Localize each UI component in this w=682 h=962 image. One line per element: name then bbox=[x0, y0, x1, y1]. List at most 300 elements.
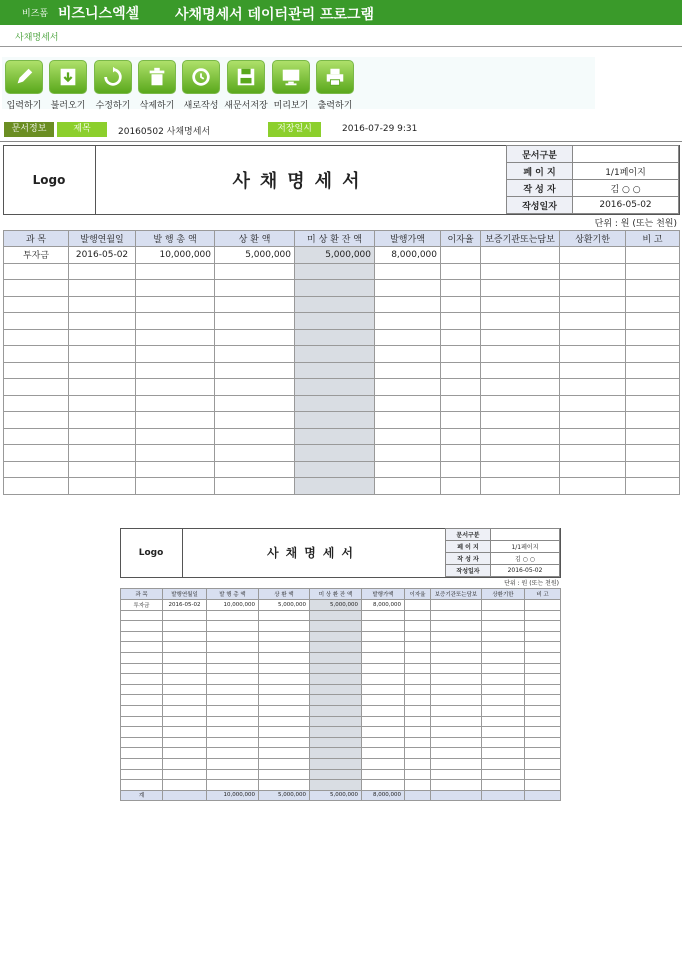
table-cell[interactable] bbox=[626, 263, 680, 280]
table-cell[interactable] bbox=[121, 769, 163, 780]
table-cell[interactable] bbox=[431, 631, 482, 642]
table-cell[interactable] bbox=[215, 263, 295, 280]
table-cell[interactable] bbox=[431, 621, 482, 632]
table-cell[interactable] bbox=[405, 610, 431, 621]
table-cell[interactable] bbox=[69, 379, 136, 396]
table-cell[interactable] bbox=[441, 379, 481, 396]
table-cell[interactable] bbox=[69, 280, 136, 297]
table-cell[interactable] bbox=[121, 748, 163, 759]
table-cell[interactable] bbox=[482, 610, 525, 621]
table-cell[interactable] bbox=[375, 445, 441, 462]
table-cell[interactable] bbox=[215, 313, 295, 330]
table-cell[interactable] bbox=[259, 716, 310, 727]
table-cell[interactable] bbox=[525, 652, 561, 663]
table-cell[interactable]: 10,000,000 bbox=[207, 600, 259, 611]
table-cell[interactable] bbox=[295, 478, 375, 495]
table-cell[interactable] bbox=[259, 674, 310, 685]
table-cell[interactable] bbox=[310, 716, 362, 727]
table-cell[interactable] bbox=[163, 621, 207, 632]
table-cell[interactable] bbox=[163, 663, 207, 674]
table-cell[interactable] bbox=[4, 395, 69, 412]
table-cell[interactable] bbox=[215, 280, 295, 297]
table-cell[interactable] bbox=[310, 705, 362, 716]
table-cell[interactable] bbox=[207, 674, 259, 685]
table-cell[interactable] bbox=[4, 263, 69, 280]
table-cell[interactable] bbox=[481, 296, 560, 313]
table-cell[interactable] bbox=[163, 610, 207, 621]
table-cell[interactable] bbox=[4, 379, 69, 396]
table-cell[interactable] bbox=[626, 445, 680, 462]
table-cell[interactable] bbox=[362, 705, 405, 716]
table-cell[interactable] bbox=[481, 329, 560, 346]
table-cell[interactable] bbox=[626, 478, 680, 495]
table-cell[interactable] bbox=[215, 445, 295, 462]
table-cell[interactable] bbox=[431, 652, 482, 663]
table-cell[interactable] bbox=[163, 642, 207, 653]
table-cell[interactable] bbox=[69, 263, 136, 280]
table-cell[interactable] bbox=[4, 313, 69, 330]
table-cell[interactable] bbox=[431, 716, 482, 727]
table-cell[interactable] bbox=[431, 600, 482, 611]
table-cell[interactable] bbox=[441, 329, 481, 346]
table-cell[interactable] bbox=[310, 737, 362, 748]
table-cell[interactable] bbox=[441, 313, 481, 330]
table-cell[interactable] bbox=[295, 280, 375, 297]
table-cell[interactable] bbox=[405, 727, 431, 738]
table-cell[interactable] bbox=[295, 412, 375, 429]
table-cell[interactable] bbox=[441, 461, 481, 478]
table-cell[interactable] bbox=[405, 652, 431, 663]
table-cell[interactable] bbox=[207, 705, 259, 716]
table-cell[interactable] bbox=[163, 780, 207, 791]
table-cell[interactable] bbox=[481, 280, 560, 297]
table-cell[interactable] bbox=[481, 346, 560, 363]
table-cell[interactable] bbox=[69, 362, 136, 379]
table-cell[interactable] bbox=[375, 329, 441, 346]
table-cell[interactable] bbox=[626, 296, 680, 313]
table-cell[interactable] bbox=[4, 280, 69, 297]
table-cell[interactable] bbox=[481, 263, 560, 280]
table-cell[interactable] bbox=[136, 379, 215, 396]
table-cell[interactable] bbox=[4, 412, 69, 429]
table-cell[interactable] bbox=[375, 346, 441, 363]
table-cell[interactable] bbox=[69, 313, 136, 330]
table-cell[interactable] bbox=[362, 727, 405, 738]
table-cell[interactable] bbox=[215, 296, 295, 313]
table-cell[interactable] bbox=[163, 727, 207, 738]
table-cell[interactable] bbox=[136, 412, 215, 429]
table-cell[interactable] bbox=[259, 758, 310, 769]
table-cell[interactable] bbox=[362, 758, 405, 769]
table-cell[interactable] bbox=[560, 412, 626, 429]
table-cell[interactable] bbox=[207, 716, 259, 727]
table-cell[interactable] bbox=[405, 600, 431, 611]
table-cell[interactable] bbox=[4, 362, 69, 379]
table-cell[interactable] bbox=[405, 780, 431, 791]
table-cell[interactable]: 5,000,000 bbox=[295, 247, 375, 264]
table-cell[interactable] bbox=[207, 663, 259, 674]
table-cell[interactable] bbox=[375, 296, 441, 313]
table-cell[interactable] bbox=[259, 610, 310, 621]
table-cell[interactable] bbox=[121, 758, 163, 769]
table-cell[interactable] bbox=[441, 395, 481, 412]
table-cell[interactable] bbox=[482, 642, 525, 653]
table-cell[interactable] bbox=[482, 695, 525, 706]
table-cell[interactable] bbox=[626, 362, 680, 379]
table-cell[interactable] bbox=[362, 737, 405, 748]
table-cell[interactable]: 5,000,000 bbox=[259, 600, 310, 611]
table-cell[interactable] bbox=[441, 428, 481, 445]
table-cell[interactable] bbox=[362, 621, 405, 632]
table-cell[interactable] bbox=[207, 769, 259, 780]
new-button[interactable] bbox=[179, 60, 223, 111]
table-cell[interactable] bbox=[259, 663, 310, 674]
table-cell[interactable] bbox=[163, 758, 207, 769]
input-button[interactable] bbox=[2, 60, 46, 111]
table-cell[interactable] bbox=[482, 663, 525, 674]
table-cell[interactable] bbox=[259, 769, 310, 780]
table-cell[interactable]: 2016-05-02 bbox=[163, 600, 207, 611]
table-cell[interactable] bbox=[136, 280, 215, 297]
table-cell[interactable] bbox=[207, 642, 259, 653]
table-cell[interactable] bbox=[482, 705, 525, 716]
table-cell[interactable] bbox=[525, 737, 561, 748]
table-cell[interactable] bbox=[482, 631, 525, 642]
table-cell[interactable] bbox=[69, 428, 136, 445]
table-cell[interactable] bbox=[163, 705, 207, 716]
table-cell[interactable] bbox=[259, 684, 310, 695]
table-cell[interactable] bbox=[259, 631, 310, 642]
table-cell[interactable] bbox=[295, 395, 375, 412]
table-cell[interactable] bbox=[136, 313, 215, 330]
table-cell[interactable] bbox=[525, 610, 561, 621]
table-cell[interactable] bbox=[481, 395, 560, 412]
table-cell[interactable] bbox=[482, 737, 525, 748]
table-cell[interactable] bbox=[295, 461, 375, 478]
table-cell[interactable] bbox=[207, 684, 259, 695]
table-cell[interactable] bbox=[163, 716, 207, 727]
table-cell[interactable] bbox=[441, 478, 481, 495]
table-cell[interactable] bbox=[163, 748, 207, 759]
table-cell[interactable] bbox=[375, 313, 441, 330]
table-cell[interactable] bbox=[163, 737, 207, 748]
table-cell[interactable] bbox=[215, 428, 295, 445]
table-cell[interactable] bbox=[362, 610, 405, 621]
table-cell[interactable] bbox=[626, 412, 680, 429]
table-cell[interactable] bbox=[560, 428, 626, 445]
table-cell[interactable] bbox=[136, 329, 215, 346]
table-cell[interactable] bbox=[4, 445, 69, 462]
table-cell[interactable] bbox=[525, 663, 561, 674]
table-cell[interactable] bbox=[525, 769, 561, 780]
table-cell[interactable] bbox=[525, 727, 561, 738]
table-cell[interactable] bbox=[163, 684, 207, 695]
table-cell[interactable] bbox=[207, 695, 259, 706]
table-cell[interactable] bbox=[431, 780, 482, 791]
table-cell[interactable] bbox=[481, 478, 560, 495]
table-cell[interactable] bbox=[362, 631, 405, 642]
table-cell[interactable] bbox=[482, 684, 525, 695]
save-new-button[interactable] bbox=[224, 60, 268, 111]
table-cell[interactable] bbox=[136, 263, 215, 280]
table-cell[interactable] bbox=[405, 716, 431, 727]
table-cell[interactable] bbox=[560, 362, 626, 379]
table-cell[interactable] bbox=[441, 362, 481, 379]
table-cell[interactable] bbox=[215, 461, 295, 478]
table-cell[interactable] bbox=[482, 769, 525, 780]
table-cell[interactable] bbox=[560, 445, 626, 462]
table-cell[interactable] bbox=[215, 478, 295, 495]
table-cell[interactable] bbox=[405, 642, 431, 653]
table-cell[interactable] bbox=[481, 461, 560, 478]
table-cell[interactable] bbox=[482, 600, 525, 611]
table-cell[interactable] bbox=[482, 727, 525, 738]
print-button[interactable] bbox=[313, 60, 357, 111]
table-cell[interactable] bbox=[481, 428, 560, 445]
table-cell[interactable] bbox=[121, 737, 163, 748]
table-cell[interactable] bbox=[121, 642, 163, 653]
table-cell[interactable] bbox=[163, 652, 207, 663]
table-cell[interactable] bbox=[362, 652, 405, 663]
table-cell[interactable] bbox=[69, 412, 136, 429]
table-cell[interactable] bbox=[295, 263, 375, 280]
table-cell[interactable] bbox=[295, 428, 375, 445]
table-cell[interactable] bbox=[525, 695, 561, 706]
tab-sachae[interactable]: 사채명세서 bbox=[15, 33, 59, 43]
table-cell[interactable] bbox=[375, 263, 441, 280]
table-cell[interactable] bbox=[481, 313, 560, 330]
table-cell[interactable] bbox=[525, 748, 561, 759]
table-cell[interactable] bbox=[207, 610, 259, 621]
table-cell[interactable] bbox=[259, 621, 310, 632]
table-cell[interactable] bbox=[560, 395, 626, 412]
table-cell[interactable] bbox=[431, 758, 482, 769]
table-cell[interactable] bbox=[431, 748, 482, 759]
table-cell[interactable] bbox=[310, 780, 362, 791]
table-cell[interactable] bbox=[310, 652, 362, 663]
table-cell[interactable]: 5,000,000 bbox=[310, 600, 362, 611]
table-cell[interactable] bbox=[525, 758, 561, 769]
meta-value[interactable] bbox=[573, 146, 679, 163]
table-cell[interactable] bbox=[626, 395, 680, 412]
table-cell[interactable] bbox=[431, 610, 482, 621]
table-cell[interactable] bbox=[626, 346, 680, 363]
table-cell[interactable] bbox=[375, 379, 441, 396]
table-cell[interactable] bbox=[482, 652, 525, 663]
table-cell[interactable] bbox=[215, 362, 295, 379]
table-cell[interactable] bbox=[207, 631, 259, 642]
table-cell[interactable] bbox=[375, 461, 441, 478]
delete-button[interactable] bbox=[135, 60, 179, 111]
table-cell[interactable]: 2016-05-02 bbox=[69, 247, 136, 264]
table-cell[interactable] bbox=[375, 362, 441, 379]
table-cell[interactable] bbox=[310, 758, 362, 769]
table-cell[interactable] bbox=[310, 631, 362, 642]
table-cell[interactable] bbox=[69, 478, 136, 495]
table-cell[interactable] bbox=[295, 445, 375, 462]
table-cell[interactable] bbox=[259, 642, 310, 653]
table-cell[interactable] bbox=[136, 346, 215, 363]
table-cell[interactable] bbox=[441, 280, 481, 297]
table-cell[interactable] bbox=[525, 600, 561, 611]
table-cell[interactable] bbox=[626, 329, 680, 346]
table-cell[interactable] bbox=[207, 758, 259, 769]
table-cell[interactable] bbox=[482, 758, 525, 769]
table-cell[interactable] bbox=[560, 263, 626, 280]
table-cell[interactable] bbox=[4, 478, 69, 495]
table-cell[interactable] bbox=[482, 716, 525, 727]
table-cell[interactable] bbox=[431, 737, 482, 748]
table-cell[interactable]: 10,000,000 bbox=[136, 247, 215, 264]
table-cell[interactable] bbox=[362, 695, 405, 706]
table-cell[interactable] bbox=[215, 346, 295, 363]
table-cell[interactable] bbox=[405, 758, 431, 769]
table-cell[interactable] bbox=[441, 247, 481, 264]
table-cell[interactable] bbox=[560, 478, 626, 495]
table-cell[interactable] bbox=[69, 395, 136, 412]
table-cell[interactable] bbox=[310, 695, 362, 706]
table-cell[interactable] bbox=[215, 412, 295, 429]
table-cell[interactable] bbox=[481, 379, 560, 396]
table-cell[interactable] bbox=[405, 769, 431, 780]
table-cell[interactable] bbox=[310, 663, 362, 674]
table-cell[interactable] bbox=[525, 621, 561, 632]
table-cell[interactable] bbox=[362, 674, 405, 685]
table-cell[interactable]: 투자금 bbox=[121, 600, 163, 611]
table-cell[interactable] bbox=[4, 346, 69, 363]
table-cell[interactable] bbox=[310, 642, 362, 653]
table-cell[interactable] bbox=[310, 621, 362, 632]
table-cell[interactable] bbox=[560, 280, 626, 297]
table-cell[interactable] bbox=[375, 428, 441, 445]
table-cell[interactable] bbox=[69, 445, 136, 462]
preview-button[interactable] bbox=[269, 60, 313, 111]
table-cell[interactable] bbox=[295, 329, 375, 346]
table-cell[interactable] bbox=[560, 379, 626, 396]
table-cell[interactable] bbox=[626, 461, 680, 478]
table-cell[interactable] bbox=[405, 737, 431, 748]
table-cell[interactable] bbox=[121, 716, 163, 727]
table-cell[interactable] bbox=[362, 780, 405, 791]
table-cell[interactable] bbox=[136, 296, 215, 313]
table-cell[interactable]: 8,000,000 bbox=[375, 247, 441, 264]
table-cell[interactable] bbox=[375, 478, 441, 495]
table-cell[interactable] bbox=[215, 379, 295, 396]
table-cell[interactable] bbox=[136, 461, 215, 478]
table-cell[interactable] bbox=[405, 684, 431, 695]
table-cell[interactable] bbox=[362, 716, 405, 727]
table-cell[interactable] bbox=[626, 247, 680, 264]
table-cell[interactable] bbox=[405, 631, 431, 642]
table-cell[interactable] bbox=[121, 780, 163, 791]
table-cell[interactable] bbox=[405, 663, 431, 674]
table-cell[interactable] bbox=[626, 313, 680, 330]
table-cell[interactable] bbox=[295, 313, 375, 330]
table-cell[interactable] bbox=[69, 461, 136, 478]
table-cell[interactable] bbox=[69, 296, 136, 313]
table-cell[interactable] bbox=[259, 705, 310, 716]
table-cell[interactable] bbox=[121, 684, 163, 695]
table-cell[interactable] bbox=[441, 346, 481, 363]
table-cell[interactable] bbox=[295, 362, 375, 379]
table-cell[interactable] bbox=[362, 663, 405, 674]
table-cell[interactable] bbox=[431, 695, 482, 706]
table-cell[interactable] bbox=[215, 329, 295, 346]
table-cell[interactable] bbox=[431, 663, 482, 674]
table-cell[interactable] bbox=[310, 684, 362, 695]
table-cell[interactable] bbox=[482, 674, 525, 685]
table-cell[interactable] bbox=[163, 769, 207, 780]
table-cell[interactable] bbox=[207, 748, 259, 759]
table-cell[interactable] bbox=[295, 346, 375, 363]
table-cell[interactable] bbox=[441, 296, 481, 313]
table-cell[interactable] bbox=[121, 705, 163, 716]
table-cell[interactable] bbox=[431, 642, 482, 653]
table-cell[interactable] bbox=[310, 727, 362, 738]
table-cell[interactable] bbox=[121, 621, 163, 632]
load-button[interactable] bbox=[46, 60, 90, 111]
table-cell[interactable] bbox=[207, 621, 259, 632]
table-cell[interactable] bbox=[482, 621, 525, 632]
table-cell[interactable] bbox=[215, 395, 295, 412]
table-cell[interactable] bbox=[259, 748, 310, 759]
table-cell[interactable] bbox=[431, 769, 482, 780]
table-cell[interactable] bbox=[481, 362, 560, 379]
table-cell[interactable] bbox=[259, 652, 310, 663]
table-cell[interactable] bbox=[560, 296, 626, 313]
table-cell[interactable] bbox=[405, 621, 431, 632]
table-cell[interactable] bbox=[560, 329, 626, 346]
table-cell[interactable] bbox=[259, 737, 310, 748]
table-cell[interactable] bbox=[560, 346, 626, 363]
table-cell[interactable] bbox=[431, 705, 482, 716]
table-cell[interactable] bbox=[121, 610, 163, 621]
edit-button[interactable] bbox=[91, 60, 135, 111]
table-cell[interactable] bbox=[163, 695, 207, 706]
table-cell[interactable] bbox=[4, 329, 69, 346]
table-cell[interactable] bbox=[525, 674, 561, 685]
table-cell[interactable] bbox=[560, 313, 626, 330]
table-cell[interactable] bbox=[375, 280, 441, 297]
table-cell[interactable] bbox=[121, 695, 163, 706]
table-cell[interactable] bbox=[259, 780, 310, 791]
table-cell[interactable] bbox=[375, 395, 441, 412]
table-cell[interactable] bbox=[163, 674, 207, 685]
table-cell[interactable] bbox=[560, 247, 626, 264]
table-cell[interactable] bbox=[362, 769, 405, 780]
table-cell[interactable] bbox=[121, 631, 163, 642]
table-cell[interactable] bbox=[431, 674, 482, 685]
title-value[interactable]: 20160502 사채명세서 bbox=[118, 127, 211, 137]
table-cell[interactable] bbox=[525, 716, 561, 727]
table-cell[interactable]: 투자금 bbox=[4, 247, 69, 264]
table-cell[interactable] bbox=[626, 428, 680, 445]
table-cell[interactable] bbox=[4, 428, 69, 445]
table-cell[interactable] bbox=[295, 379, 375, 396]
table-cell[interactable] bbox=[4, 461, 69, 478]
meta-value[interactable]: 김 ○ ○ bbox=[573, 180, 679, 197]
table-cell[interactable] bbox=[136, 428, 215, 445]
table-cell[interactable] bbox=[525, 705, 561, 716]
table-cell[interactable] bbox=[481, 247, 560, 264]
table-cell[interactable] bbox=[525, 642, 561, 653]
meta-value[interactable]: 1/1페이지 bbox=[573, 163, 679, 180]
table-cell[interactable] bbox=[295, 296, 375, 313]
table-cell[interactable] bbox=[259, 727, 310, 738]
table-cell[interactable] bbox=[259, 695, 310, 706]
table-cell[interactable] bbox=[405, 695, 431, 706]
table-cell[interactable] bbox=[431, 727, 482, 738]
